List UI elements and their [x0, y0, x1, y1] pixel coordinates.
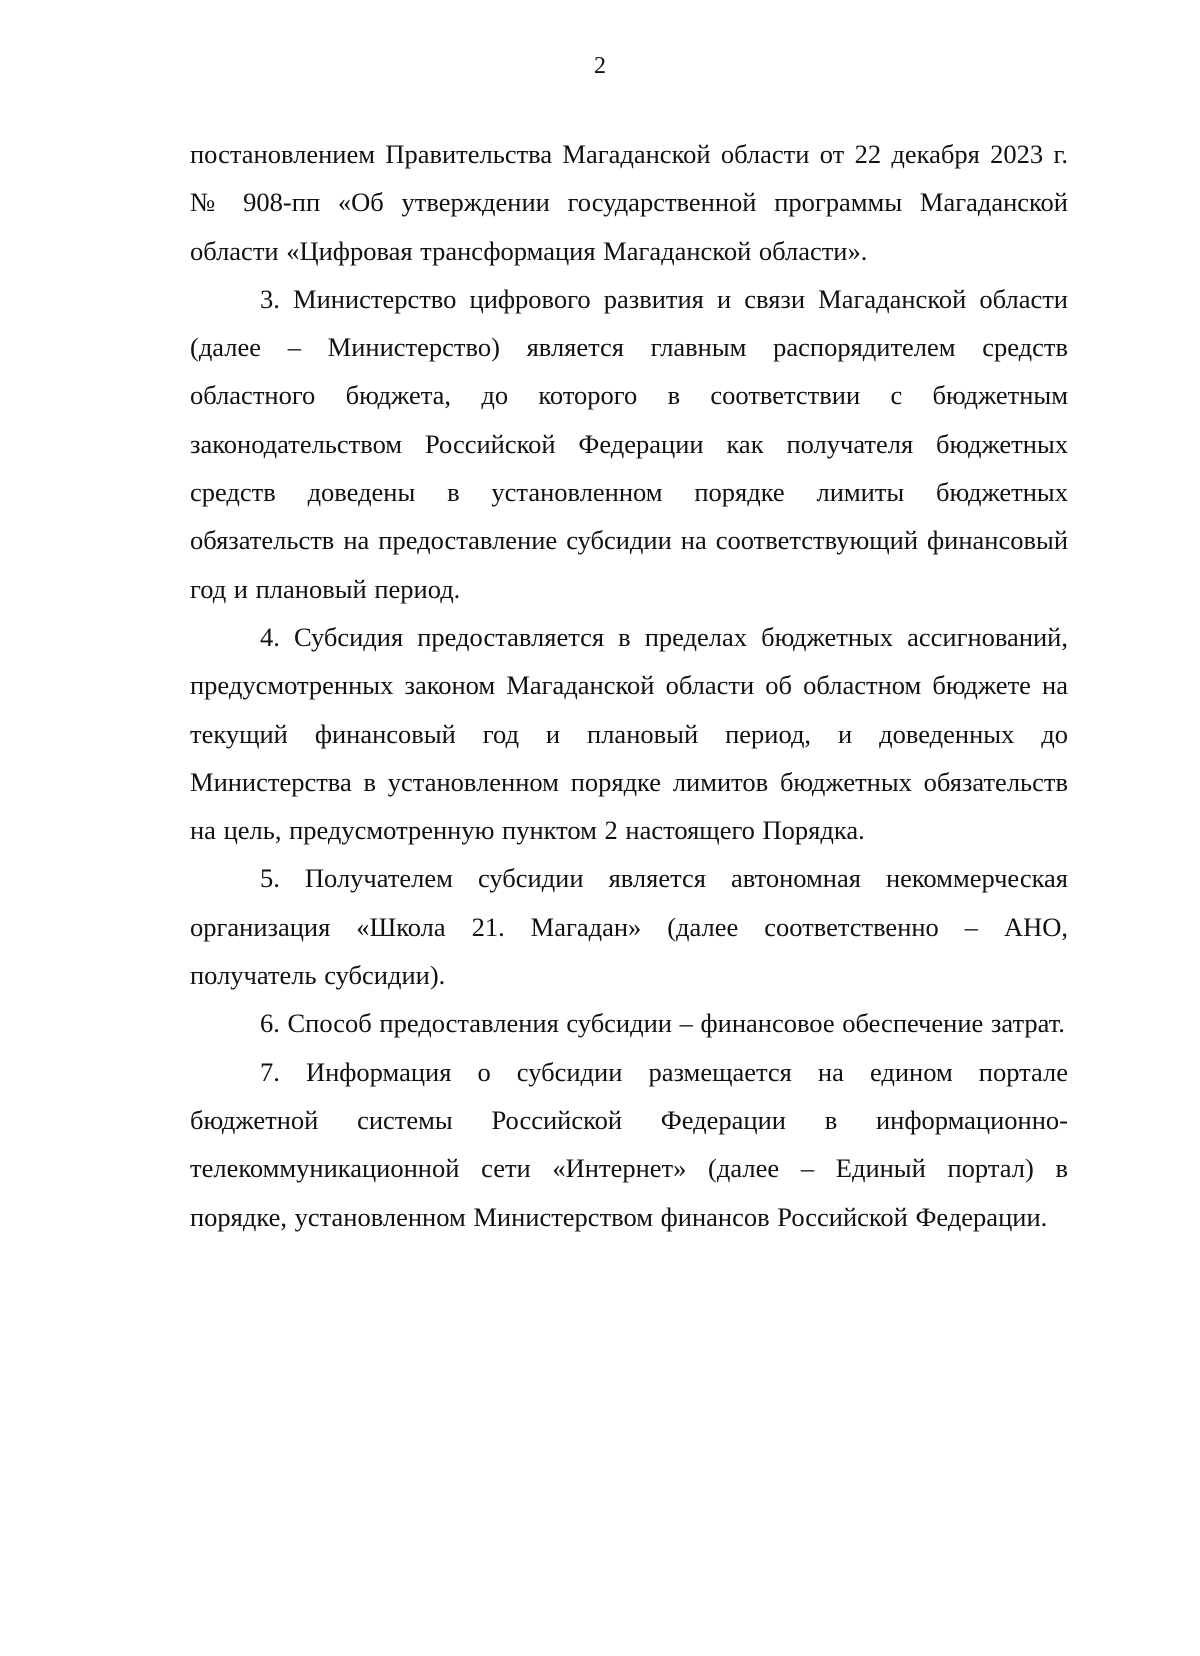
document-body: [190, 130, 1068, 1241]
paragraph-continuation: постановлением Правительства Магаданской области от 22 декабря 2023 г. № 908-пп «Об утверждении государственной программы Магаданской области «Цифровая трансформация Магаданской области».: [190, 139, 1068, 266]
paragraph-7: 7. Информация о субсидии размещается на едином портале бюджетной системы Российской Федерации в информационно-телекоммуникационной сети «Интернет» (далее – Единый портал) в порядке, установленном Министерством финансов Российской Федерации.: [190, 1056, 1068, 1232]
paragraph-5: 5. Получателем субсидии является автономная некоммерческая организация «Школа 21. Магадан» (далее соответственно – АНО, получатель субсидии).: [190, 863, 1068, 991]
paragraph-4: 4. Субсидия предоставляется в пределах бюджетных ассигнований, предусмотренных законом Магаданской области об областном бюджете на текущий финансовый год и плановый период, и доведенных до Министерства в установленном порядке лимитов бюджетных обязательств на цель, предусмотренную пунктом 2 настоящего Порядка.: [190, 621, 1068, 846]
paragraph-6: 6. Способ предоставления субсидии – финансовое обеспечение затрат.: [260, 1008, 1065, 1039]
paragraph-3: 3. Министерство цифрового развития и связи Магаданской области (далее – Министерство) является главным распорядителем средств областного бюджета, до которого в соответствии с бюджетным законодательством Российской Федерации как получателя бюджетных средств доведены в установленном порядке лимиты бюджетных обязательств на предоставление субсидии на соответствующий финансовый год и плановый период.: [190, 283, 1068, 604]
page-number: 2: [594, 53, 606, 79]
